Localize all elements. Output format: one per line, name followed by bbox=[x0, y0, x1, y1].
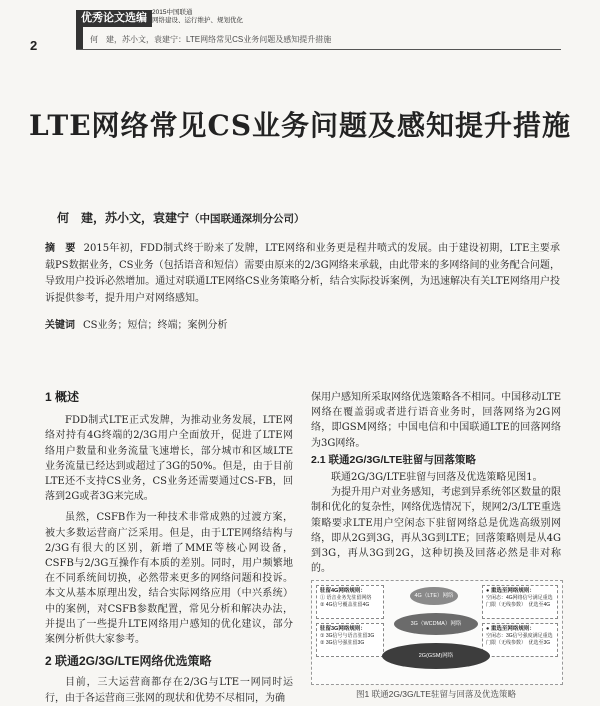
box-line: 门限（无线参数） 优选至3G bbox=[486, 639, 551, 646]
box-line: ② 4G信号覆盖驻留4G bbox=[320, 601, 370, 608]
abstract-label: 摘 要 bbox=[45, 243, 76, 254]
header-rule bbox=[76, 49, 561, 50]
keywords-text: CS业务；短信；终端；案例分析 bbox=[83, 320, 228, 331]
figure-caption: 图1 联通2G/3G/LTE驻留与回落及优选策略 bbox=[356, 689, 516, 699]
reselect-3g-rules-box bbox=[482, 623, 558, 657]
box-title: ● 重选至网络规则： bbox=[486, 588, 535, 594]
journal-meta-line: 2015中国联通 bbox=[152, 9, 193, 16]
3g-camp-rules-box bbox=[316, 623, 384, 657]
box-line: 空闲态：4G网络信号满足重选 bbox=[486, 594, 553, 601]
box-line: 空闲态：3G信号强度满足重选 bbox=[486, 632, 553, 639]
author-names: 何 建，苏小文，袁建宁 bbox=[57, 211, 190, 225]
network-layer-2g: 2G(GSM)网络 bbox=[382, 643, 490, 669]
paragraph: 为提升用户对业务感知，考虑到异系统邻区数量的限制和优化的复杂性，网络优选情况下，规网2/3/LTE重选策略要求LTE用户空闲态下驻留网络总是优选高级别网络，即从2G到3G，再从3G到LTE；回落策略则是从4G到3G，再从3G到2G，这种切换及回落必然是非对称的。 bbox=[311, 487, 561, 575]
reselect-4g-rules-box bbox=[482, 585, 558, 619]
header-bar bbox=[76, 27, 83, 49]
section-2-heading: 2 联通2G/3G/LTE网络优选策略 bbox=[45, 654, 212, 669]
affiliation: （中国联通深圳分公司） bbox=[189, 213, 305, 225]
paragraph: 虽然，CSFB作为一种技术非常成熟的过渡方案，被大多数运营商广泛采用。但是，由于LTE网络结构与2/3G有很大的区别，新增了MME等核心网设备，CSFB与2/3G互操作有本质的差别。同时，用户频繁地在不同系统间切换，必然带来更多的网络问题和投诉。本文从基本原理出发，结合实际网络应用（中兴系统）中的案例，对CSFB参数配置，常见分析和解决办法，并提出了一些提升LTE网络用户感知的优化建议，部分案例分析供大家参考。 bbox=[45, 512, 293, 646]
journal-meta bbox=[152, 9, 243, 25]
lte-camp-rules-box bbox=[316, 585, 384, 619]
paragraph: 联通2G/3G/LTE驻留与回落及优选策略见图1。 bbox=[331, 472, 543, 484]
box-line: ① 语音业务先驻留网络 bbox=[320, 594, 372, 601]
box-title: 驻留4G网络规则： bbox=[320, 588, 366, 594]
paper-title: LTE网络常见CS业务问题及感知提升措施 bbox=[28, 109, 572, 142]
running-title: 何 建，苏小文，袁建宁：LTE网络常见CS业务问题及感知提升措施 bbox=[90, 35, 332, 44]
subsection-heading: 2.1 联通2G/3G/LTE驻留与回落策略 bbox=[311, 453, 476, 466]
journal-meta-line: 网络建设、运行维护、规划优化 bbox=[152, 17, 243, 24]
box-title: 驻留3G网络规则： bbox=[320, 626, 366, 632]
left-column bbox=[45, 390, 293, 706]
abstract bbox=[45, 241, 560, 307]
page-number: 2 bbox=[30, 38, 38, 53]
paragraph: 保用户感知所采取网络优选策略各不相同。中国移动LTE网络在覆盖弱或者进行语音业务时，回落网络为2G网络，即GSM网络；中国电信和中国联通LTE的回落网络为3G网络。 bbox=[311, 392, 561, 449]
keywords bbox=[45, 316, 228, 331]
section-1-heading: 1 概述 bbox=[45, 390, 80, 404]
journal-badge: 优秀论文选编 bbox=[76, 10, 152, 27]
paragraph: 目前，三大运营商都存在2/3G与LTE一网同时运行，由于各运营商三张网的现状和优势不尽相同，为确 bbox=[45, 677, 293, 704]
paragraph: FDD制式LTE正式发牌，为推动业务发展，LTE网络对持有4G终端的2/3G用户全面放开，促进了LTE网络用户数量和业务流量飞速增长，部分城市和区域LTE业务流量已经达到或超过了3G的50%。但是，由于目前LTE还不支持CS业务，CS业务还需要通过CS-FB，回落到2G或者3G来完成。 bbox=[45, 415, 293, 503]
authors bbox=[57, 209, 305, 226]
abstract-text: 2015年初，FDD制式终于盼来了发牌，LTE网络和业务更是程井喷式的发展。由于建设初期，LTE主要承载PS数据业务，CS业务（包括语音和短信）需要由原来的2/3G网络来承载，由此带来的多网络间的业务配合问题，导致用户投诉必然增加。通过对联通LTE网络CS业务策略分析，结合实际投诉案例，为迅速解决有关LTE网络用户投诉提供参考，提升用户对网络感知。 bbox=[45, 243, 561, 304]
keywords-label: 关键词 bbox=[45, 320, 75, 331]
box-title: ● 重选至网络规则： bbox=[486, 626, 535, 632]
box-line: 门限（无线参数） 优选至4G bbox=[486, 601, 551, 608]
network-layer-4g: 4G（LTE）网络 bbox=[410, 587, 458, 605]
network-layer-3g: 3G（WCDMA）网络 bbox=[394, 613, 478, 635]
right-column bbox=[311, 390, 561, 576]
figure-1 bbox=[311, 580, 563, 685]
box-line: ① 3G信号与语音驻留3G bbox=[320, 632, 375, 639]
box-line: ② 3G信号强驻留3G bbox=[320, 639, 365, 646]
